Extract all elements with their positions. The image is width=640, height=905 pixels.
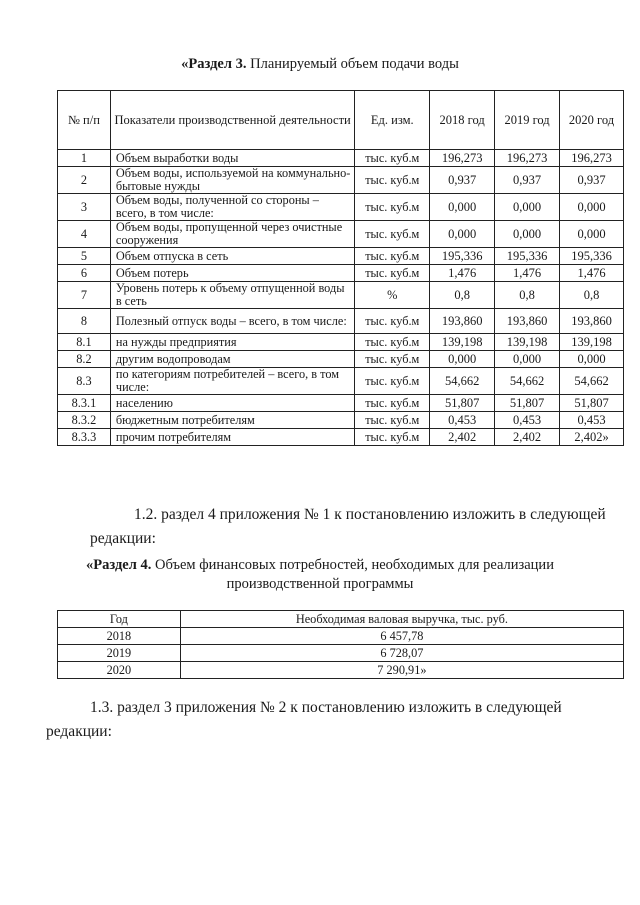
row-value-2018: 2,402 — [430, 429, 495, 446]
revenue-table-header — [58, 611, 624, 628]
row-value-2019: 195,336 — [495, 248, 560, 265]
row-value-2020: 1,476 — [560, 265, 624, 282]
revenue-table — [57, 610, 624, 679]
row-value-2020: 139,198 — [560, 334, 624, 351]
table-row — [58, 412, 624, 429]
row-indicator: другим водопроводам — [110, 351, 354, 368]
table-row — [58, 429, 624, 446]
row-unit: % — [355, 282, 430, 309]
paragraph-1-2 — [46, 503, 610, 551]
row-value-2019: 139,198 — [495, 334, 560, 351]
row-value-2020: 0,000 — [560, 221, 624, 248]
row-indicator: Объем воды, полученной со стороны – всего, в том числе: — [110, 194, 354, 221]
header-unit: Ед. изм. — [355, 91, 430, 150]
row-value-2018: 54,662 — [430, 368, 495, 395]
header-year: Год — [58, 611, 181, 628]
table-row — [58, 282, 624, 309]
row-value-2019: 51,807 — [495, 395, 560, 412]
table-row — [58, 248, 624, 265]
section-3-title — [0, 56, 640, 73]
row-number: 8.3 — [58, 368, 111, 395]
table-row — [58, 395, 624, 412]
header-2018: 2018 год — [430, 91, 495, 150]
row-year: 2018 — [58, 628, 181, 645]
table-row — [58, 150, 624, 167]
row-unit: тыс. куб.м — [355, 167, 430, 194]
table-row — [58, 645, 624, 662]
row-value-2019: 0,8 — [495, 282, 560, 309]
row-number: 5 — [58, 248, 111, 265]
row-indicator: бюджетным потребителям — [110, 412, 354, 429]
table-row — [58, 334, 624, 351]
row-value-2020: 51,807 — [560, 395, 624, 412]
row-indicator: Уровень потерь к объему отпущенной воды в сеть — [110, 282, 354, 309]
paragraph-1-3 — [46, 696, 610, 744]
row-year: 2019 — [58, 645, 181, 662]
row-indicator: Объем воды, пропущенной через очистные сооружения — [110, 221, 354, 248]
header-2019: 2019 год — [495, 91, 560, 150]
row-indicator: по категориям потребителей – всего, в том числе: — [110, 368, 354, 395]
row-revenue: 6 728,07 — [180, 645, 623, 662]
row-number: 3 — [58, 194, 111, 221]
section-3-title-bold: «Раздел 3. — [181, 56, 247, 72]
row-unit: тыс. куб.м — [355, 334, 430, 351]
row-value-2019: 0,000 — [495, 194, 560, 221]
header-revenue: Необходимая валовая выручка, тыс. руб. — [180, 611, 623, 628]
row-indicator: прочим потребителям — [110, 429, 354, 446]
table-row — [58, 194, 624, 221]
row-value-2018: 0,937 — [430, 167, 495, 194]
row-value-2020: 0,000 — [560, 194, 624, 221]
row-value-2019: 54,662 — [495, 368, 560, 395]
row-value-2018: 0,000 — [430, 351, 495, 368]
row-indicator: Объем выработки воды — [110, 150, 354, 167]
table-row — [58, 265, 624, 282]
row-value-2020: 0,8 — [560, 282, 624, 309]
row-indicator: населению — [110, 395, 354, 412]
row-unit: тыс. куб.м — [355, 309, 430, 334]
row-number: 8.3.3 — [58, 429, 111, 446]
row-number: 7 — [58, 282, 111, 309]
row-value-2019: 1,476 — [495, 265, 560, 282]
header-indicator: Показатели производственной деятельности — [110, 91, 354, 150]
production-table-header — [58, 91, 624, 150]
table-row — [58, 167, 624, 194]
row-value-2019: 0,453 — [495, 412, 560, 429]
row-value-2018: 0,453 — [430, 412, 495, 429]
row-value-2019: 196,273 — [495, 150, 560, 167]
section-4-title — [0, 556, 640, 594]
section-3-title-text: Планируемый объем подачи воды — [250, 56, 459, 72]
row-value-2018: 0,8 — [430, 282, 495, 309]
production-table — [57, 90, 624, 446]
table-row — [58, 221, 624, 248]
row-value-2020: 54,662 — [560, 368, 624, 395]
row-value-2018: 193,860 — [430, 309, 495, 334]
section-4-title-line-1 — [0, 556, 640, 575]
row-number: 6 — [58, 265, 111, 282]
row-unit: тыс. куб.м — [355, 429, 430, 446]
row-number: 8.2 — [58, 351, 111, 368]
row-revenue: 7 290,91» — [180, 662, 623, 679]
section-4-title-text: Объем финансовых потребностей, необходимых для реализации — [154, 557, 554, 573]
paragraph-1-3-text: 1.3. раздел 3 приложения № 2 к постановлению изложить в следующей редакции: — [46, 699, 562, 740]
header-number: № п/п — [58, 91, 111, 150]
row-value-2018: 51,807 — [430, 395, 495, 412]
row-value-2020: 2,402» — [560, 429, 624, 446]
row-value-2019: 0,000 — [495, 351, 560, 368]
row-number: 8.1 — [58, 334, 111, 351]
table-row — [58, 628, 624, 645]
row-value-2018: 195,336 — [430, 248, 495, 265]
row-value-2018: 1,476 — [430, 265, 495, 282]
table-row — [58, 351, 624, 368]
row-number: 8 — [58, 309, 111, 334]
row-year: 2020 — [58, 662, 181, 679]
row-unit: тыс. куб.м — [355, 221, 430, 248]
row-unit: тыс. куб.м — [355, 248, 430, 265]
table-row — [58, 662, 624, 679]
row-value-2020: 0,453 — [560, 412, 624, 429]
row-unit: тыс. куб.м — [355, 395, 430, 412]
row-value-2018: 0,000 — [430, 221, 495, 248]
table-row — [58, 309, 624, 334]
header-2020: 2020 год — [560, 91, 624, 150]
row-indicator: Полезный отпуск воды – всего, в том числе: — [110, 309, 354, 334]
row-number: 2 — [58, 167, 111, 194]
row-number: 4 — [58, 221, 111, 248]
row-value-2019: 2,402 — [495, 429, 560, 446]
row-unit: тыс. куб.м — [355, 150, 430, 167]
row-value-2020: 0,937 — [560, 167, 624, 194]
row-indicator: на нужды предприятия — [110, 334, 354, 351]
row-number: 8.3.1 — [58, 395, 111, 412]
row-unit: тыс. куб.м — [355, 351, 430, 368]
row-unit: тыс. куб.м — [355, 368, 430, 395]
row-value-2018: 196,273 — [430, 150, 495, 167]
row-indicator: Объем потерь — [110, 265, 354, 282]
row-value-2018: 0,000 — [430, 194, 495, 221]
row-value-2020: 195,336 — [560, 248, 624, 265]
section-4-title-line-2: производственной программы — [226, 576, 414, 592]
row-unit: тыс. куб.м — [355, 412, 430, 429]
table-row — [58, 368, 624, 395]
row-value-2020: 196,273 — [560, 150, 624, 167]
row-value-2020: 193,860 — [560, 309, 624, 334]
paragraph-1-2-text: 1.2. раздел 4 приложения № 1 к постановлению изложить в следующей редакции: — [90, 506, 606, 547]
row-value-2020: 0,000 — [560, 351, 624, 368]
row-value-2019: 0,000 — [495, 221, 560, 248]
row-revenue: 6 457,78 — [180, 628, 623, 645]
section-4-title-bold: «Раздел 4. — [86, 557, 152, 573]
row-unit: тыс. куб.м — [355, 265, 430, 282]
row-value-2019: 0,937 — [495, 167, 560, 194]
row-unit: тыс. куб.м — [355, 194, 430, 221]
row-indicator: Объем воды, используемой на коммунально-бытовые нужды — [110, 167, 354, 194]
row-value-2018: 139,198 — [430, 334, 495, 351]
row-number: 1 — [58, 150, 111, 167]
row-value-2019: 193,860 — [495, 309, 560, 334]
row-indicator: Объем отпуска в сеть — [110, 248, 354, 265]
row-number: 8.3.2 — [58, 412, 111, 429]
